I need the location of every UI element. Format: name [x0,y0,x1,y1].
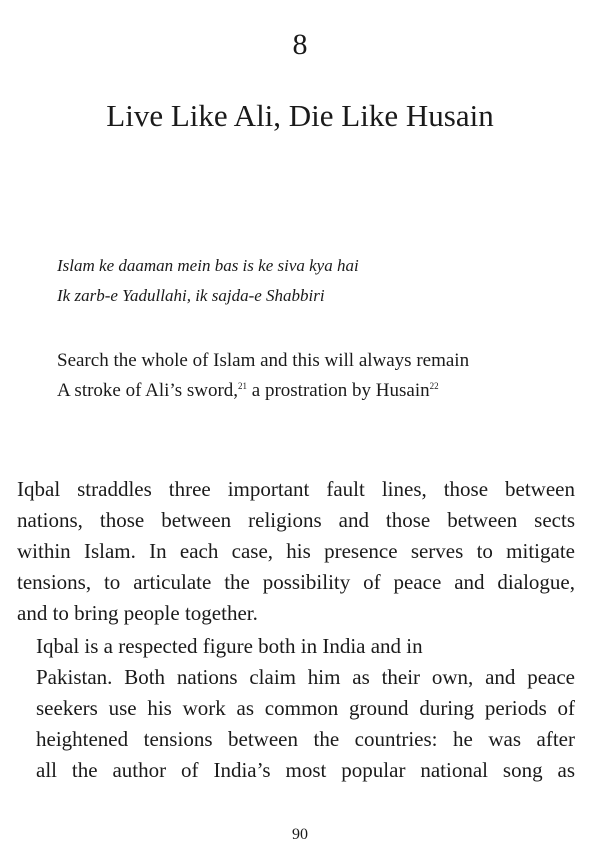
translation-text: a prostration by Husain [247,380,430,401]
verse-line: Ik zarb-e Yadullahi, ik sajda-e Shabbiri [57,286,325,305]
verse-line: Islam ke daaman mein bas is ke siva kya hai [57,256,359,275]
text-line: nations, those between religions and those between sects [17,508,575,532]
epigraph-verse [57,251,359,311]
text-line: heightened tensions between the countries: he was after [36,727,575,751]
translation-line [57,376,469,406]
epigraph-translation [57,346,469,406]
page-number: 90 [292,826,308,843]
text-line: within Islam. In each case, his presence serves to mitigate [17,539,575,563]
footnote-ref[interactable]: 22 [429,381,439,391]
translation-line: Search the whole of Islam and this will always remain [57,350,470,371]
text-line: Pakistan. Both nations claim him as their own, and peace [36,665,575,689]
body-text [17,474,575,786]
chapter-number: 8 [292,28,308,61]
text-line: Iqbal straddles three important fault lines, those between [17,477,575,501]
text-line: tensions, to articulate the possibility of peace and dialogue, [17,570,575,594]
chapter-title: Live Like Ali, Die Like Husain [106,98,494,133]
footnote-ref[interactable]: 21 [238,381,248,391]
text-line: all the author of India’s most popular national song as [36,758,575,782]
paragraph [17,631,575,786]
text-line: Iqbal is a respected figure both in India and in [36,634,423,658]
translation-text: A stroke of Ali’s sword, [57,380,239,401]
text-line: and to bring people together. [17,601,258,625]
text-line: seekers use his work as common ground during periods of [36,696,575,720]
paragraph [17,474,575,629]
